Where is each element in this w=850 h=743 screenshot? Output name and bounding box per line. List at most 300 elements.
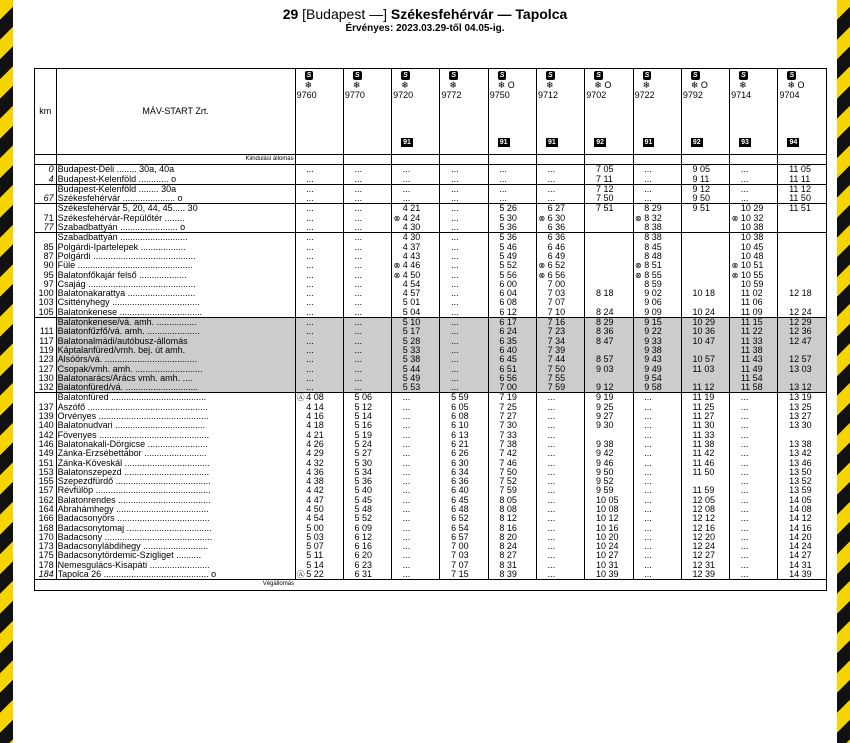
service-symbols: ❄ O bbox=[497, 80, 515, 90]
table-row bbox=[35, 233, 827, 243]
time-cell: ... bbox=[354, 355, 392, 364]
time-cell: 11 12 bbox=[692, 383, 730, 393]
time-cell: ... bbox=[643, 393, 681, 403]
station-name: Budapest-Kelenföld ........ 30a bbox=[56, 184, 295, 194]
marker-cell bbox=[681, 261, 691, 270]
time-cell: 6 56 bbox=[498, 374, 536, 383]
station-name: Székesfehérvár-Repülőtér ........ bbox=[56, 214, 295, 223]
marker-cell bbox=[488, 355, 498, 364]
time-cell: 7 05 bbox=[595, 165, 633, 175]
marker-cell bbox=[488, 505, 498, 514]
time-cell: ... bbox=[643, 524, 681, 533]
time-cell: ... bbox=[740, 505, 778, 514]
time-cell: 10 55 bbox=[740, 271, 778, 280]
marker-cell bbox=[778, 271, 788, 280]
marker-cell bbox=[295, 271, 305, 280]
marker-cell bbox=[488, 393, 498, 403]
time-cell: ... bbox=[402, 486, 440, 495]
time-cell: 9 46 bbox=[595, 459, 633, 468]
marker-cell bbox=[343, 165, 353, 175]
time-cell: ... bbox=[402, 542, 440, 551]
time-cell: 5 07 bbox=[305, 542, 343, 551]
marker-cell bbox=[295, 261, 305, 270]
marker-cell bbox=[440, 486, 450, 495]
time-cell: 6 56 bbox=[547, 271, 585, 280]
marker-cell bbox=[681, 280, 691, 289]
table-row bbox=[35, 570, 827, 580]
table-row bbox=[35, 175, 827, 185]
marker-cell bbox=[585, 403, 595, 412]
marker-cell: ⊗ bbox=[635, 213, 642, 223]
station-name: Badacsonytomaj .................................. bbox=[56, 524, 295, 533]
service-symbols: ❄ bbox=[739, 80, 747, 90]
km-cell: 184 bbox=[35, 570, 57, 580]
time-cell: 7 55 bbox=[547, 374, 585, 383]
time-cell: ... bbox=[305, 280, 343, 289]
marker-cell bbox=[585, 383, 595, 393]
time-cell: ... bbox=[740, 194, 778, 204]
marker-cell bbox=[488, 412, 498, 421]
marker-cell bbox=[730, 505, 740, 514]
station-name: Balatonfüred ...................................... bbox=[56, 393, 295, 403]
time-cell: ... bbox=[547, 551, 585, 560]
time-cell: ... bbox=[643, 542, 681, 551]
time-cell bbox=[788, 431, 826, 440]
marker-cell bbox=[730, 440, 740, 449]
km-cell: 139 bbox=[35, 412, 57, 421]
marker-cell bbox=[778, 194, 788, 204]
marker-cell bbox=[392, 252, 402, 261]
marker-cell bbox=[681, 533, 691, 542]
time-cell: 8 38 bbox=[643, 233, 681, 243]
station-name: Zánka-Köveskál .................................. bbox=[56, 459, 295, 468]
time-cell: ... bbox=[643, 486, 681, 495]
marker-cell bbox=[392, 440, 402, 449]
time-cell bbox=[788, 214, 826, 223]
marker-cell bbox=[778, 514, 788, 523]
marker-cell bbox=[295, 468, 305, 477]
time-cell: 8 05 bbox=[498, 496, 536, 505]
marker-cell bbox=[537, 449, 547, 458]
time-cell: ... bbox=[740, 459, 778, 468]
time-cell: 11 33 bbox=[740, 337, 778, 346]
time-cell bbox=[788, 280, 826, 289]
time-cell: ... bbox=[402, 468, 440, 477]
time-cell: 11 27 bbox=[692, 412, 730, 421]
marker-cell bbox=[537, 327, 547, 336]
terminus-label-row bbox=[35, 580, 827, 590]
train-number: 9722 bbox=[634, 90, 655, 100]
table-row bbox=[35, 383, 827, 393]
time-cell: 12 18 bbox=[788, 289, 826, 298]
time-cell: 12 27 bbox=[692, 551, 730, 560]
marker-cell bbox=[730, 477, 740, 486]
time-cell: 9 50 bbox=[692, 194, 730, 204]
marker-cell bbox=[537, 533, 547, 542]
marker-cell bbox=[488, 214, 498, 223]
time-cell bbox=[692, 280, 730, 289]
station-name: Székesfehérvár 5, 20, 44, 45..... 30 bbox=[56, 204, 295, 214]
marker-cell bbox=[730, 412, 740, 421]
km-cell: 175 bbox=[35, 551, 57, 560]
train-header-row bbox=[35, 69, 827, 155]
time-cell: 5 16 bbox=[354, 421, 392, 430]
marker-cell bbox=[585, 204, 595, 214]
marker-cell bbox=[537, 403, 547, 412]
time-cell: 5 59 bbox=[450, 393, 488, 403]
time-cell: ... bbox=[305, 243, 343, 252]
time-cell: ... bbox=[305, 327, 343, 336]
marker-cell bbox=[343, 403, 353, 412]
footnote-badge: 92 bbox=[692, 139, 701, 146]
time-cell: 9 27 bbox=[595, 412, 633, 421]
time-cell: ... bbox=[450, 337, 488, 346]
marker-cell bbox=[681, 383, 691, 393]
marker-cell bbox=[392, 551, 402, 560]
marker-cell bbox=[440, 383, 450, 393]
station-name: Badacsonyörs ..................................... bbox=[56, 514, 295, 523]
marker-cell bbox=[681, 440, 691, 449]
origin-label: Kiindulási állomás bbox=[56, 155, 295, 165]
marker-cell bbox=[681, 542, 691, 551]
table-row bbox=[35, 449, 827, 458]
station-name: Csajág ........................................... bbox=[56, 280, 295, 289]
time-cell bbox=[595, 346, 633, 355]
marker-cell bbox=[537, 365, 547, 374]
time-cell: ... bbox=[740, 421, 778, 430]
time-cell: 11 30 bbox=[692, 421, 730, 430]
time-cell: 9 22 bbox=[643, 327, 681, 336]
blank-cell bbox=[681, 155, 729, 165]
time-cell: 5 30 bbox=[498, 214, 536, 223]
marker-cell bbox=[681, 496, 691, 505]
marker-cell bbox=[537, 374, 547, 383]
time-cell: 12 57 bbox=[788, 355, 826, 364]
marker-cell bbox=[440, 261, 450, 270]
time-cell: 4 54 bbox=[305, 514, 343, 523]
time-cell: 5 10 bbox=[402, 318, 440, 328]
time-cell: ... bbox=[305, 261, 343, 270]
time-cell: 9 05 bbox=[692, 165, 730, 175]
marker-cell bbox=[778, 243, 788, 252]
marker-cell bbox=[730, 514, 740, 523]
time-cell: 7 07 bbox=[547, 298, 585, 307]
time-cell: 5 49 bbox=[402, 374, 440, 383]
marker-cell bbox=[488, 252, 498, 261]
time-cell: 11 38 bbox=[740, 346, 778, 355]
marker-cell bbox=[730, 533, 740, 542]
marker-cell bbox=[295, 204, 305, 214]
marker-cell bbox=[537, 421, 547, 430]
time-cell: 11 06 bbox=[740, 298, 778, 307]
marker-cell bbox=[537, 561, 547, 570]
time-cell: 8 57 bbox=[595, 355, 633, 364]
marker-cell bbox=[681, 355, 691, 364]
marker-cell bbox=[585, 570, 595, 580]
time-cell bbox=[595, 298, 633, 307]
marker-cell bbox=[537, 505, 547, 514]
marker-cell bbox=[633, 542, 643, 551]
time-cell: 4 36 bbox=[305, 468, 343, 477]
time-cell: ... bbox=[354, 346, 392, 355]
time-cell: 7 59 bbox=[498, 486, 536, 495]
marker-cell bbox=[343, 308, 353, 318]
station-name: Ábrahámhegy ..................................... bbox=[56, 505, 295, 514]
time-cell: 9 06 bbox=[643, 298, 681, 307]
km-cell: 178 bbox=[35, 561, 57, 570]
time-cell: ... bbox=[402, 194, 440, 204]
marker-cell bbox=[633, 184, 643, 194]
time-cell: ... bbox=[402, 570, 440, 580]
marker-cell bbox=[440, 570, 450, 580]
table-row bbox=[35, 194, 827, 204]
marker-cell bbox=[488, 486, 498, 495]
km-cell: 153 bbox=[35, 468, 57, 477]
time-cell: 6 30 bbox=[547, 214, 585, 223]
time-cell: ... bbox=[402, 431, 440, 440]
marker-cell bbox=[343, 383, 353, 393]
time-cell: 4 32 bbox=[305, 459, 343, 468]
time-cell: 13 59 bbox=[788, 486, 826, 495]
km-cell: 119 bbox=[35, 346, 57, 355]
km-cell: 111 bbox=[35, 327, 57, 336]
marker-cell bbox=[585, 233, 595, 243]
km-cell: 170 bbox=[35, 533, 57, 542]
marker-cell bbox=[585, 175, 595, 185]
time-cell: ... bbox=[740, 551, 778, 560]
marker-cell: ⊗ bbox=[393, 261, 401, 271]
time-cell: 5 30 bbox=[354, 459, 392, 468]
time-cell: ... bbox=[740, 468, 778, 477]
time-cell: ... bbox=[305, 298, 343, 307]
time-cell bbox=[595, 261, 633, 270]
marker-cell bbox=[585, 289, 595, 298]
time-cell: 11 58 bbox=[740, 383, 778, 393]
train-column-9714 bbox=[730, 69, 778, 155]
time-cell: 10 32 bbox=[740, 214, 778, 223]
marker-cell bbox=[392, 496, 402, 505]
time-cell: 13 12 bbox=[788, 383, 826, 393]
time-cell bbox=[595, 271, 633, 280]
marker-cell bbox=[585, 214, 595, 223]
time-cell: ... bbox=[740, 403, 778, 412]
table-row bbox=[35, 524, 827, 533]
time-cell: 9 49 bbox=[643, 365, 681, 374]
time-cell: ... bbox=[450, 280, 488, 289]
marker-cell bbox=[633, 421, 643, 430]
train-number: 9760 bbox=[296, 90, 317, 100]
time-cell: 10 29 bbox=[692, 318, 730, 328]
marker-cell bbox=[681, 184, 691, 194]
marker-cell bbox=[633, 403, 643, 412]
marker-cell bbox=[681, 468, 691, 477]
station-name: Balatonarács/Arács vmh. amh. .... bbox=[56, 374, 295, 383]
time-cell: 8 32 bbox=[643, 214, 681, 223]
marker-cell bbox=[440, 223, 450, 233]
marker-cell bbox=[295, 459, 305, 468]
time-cell: 7 12 bbox=[595, 184, 633, 194]
marker-cell bbox=[392, 514, 402, 523]
marker-cell bbox=[440, 165, 450, 175]
time-cell: 13 38 bbox=[788, 440, 826, 449]
time-cell: ... bbox=[354, 243, 392, 252]
marker-cell bbox=[488, 223, 498, 233]
marker-cell bbox=[681, 514, 691, 523]
marker-cell bbox=[633, 412, 643, 421]
marker-cell bbox=[392, 459, 402, 468]
marker-cell bbox=[392, 449, 402, 458]
time-cell: 7 50 bbox=[498, 468, 536, 477]
table-row bbox=[35, 393, 827, 403]
marker-cell bbox=[585, 346, 595, 355]
time-cell: 5 12 bbox=[354, 403, 392, 412]
marker-cell bbox=[440, 252, 450, 261]
marker-cell bbox=[488, 175, 498, 185]
time-cell: 14 16 bbox=[788, 524, 826, 533]
marker-cell bbox=[778, 403, 788, 412]
time-cell: 5 40 bbox=[354, 486, 392, 495]
marker-cell bbox=[488, 449, 498, 458]
marker-cell bbox=[730, 337, 740, 346]
marker-cell bbox=[392, 542, 402, 551]
time-cell: 11 46 bbox=[692, 459, 730, 468]
marker-cell bbox=[392, 318, 402, 328]
km-cell: 77 bbox=[35, 223, 57, 233]
table-row bbox=[35, 261, 827, 270]
time-cell: ... bbox=[305, 233, 343, 243]
marker-cell bbox=[633, 346, 643, 355]
marker-cell bbox=[730, 486, 740, 495]
time-cell: ... bbox=[740, 496, 778, 505]
marker-cell bbox=[633, 551, 643, 560]
marker-cell bbox=[488, 308, 498, 318]
time-cell: ... bbox=[643, 449, 681, 458]
marker-cell bbox=[730, 327, 740, 336]
time-cell: 11 59 bbox=[692, 486, 730, 495]
marker-cell bbox=[585, 243, 595, 252]
marker-cell bbox=[585, 365, 595, 374]
time-cell: 6 35 bbox=[498, 337, 536, 346]
marker-cell bbox=[537, 383, 547, 393]
marker-cell bbox=[488, 403, 498, 412]
time-cell: 12 29 bbox=[788, 318, 826, 328]
marker-cell bbox=[537, 308, 547, 318]
time-cell: 6 36 bbox=[547, 223, 585, 233]
table-row bbox=[35, 440, 827, 449]
marker-cell bbox=[343, 524, 353, 533]
km-cell: 132 bbox=[35, 383, 57, 393]
time-cell bbox=[692, 298, 730, 307]
marker-cell bbox=[778, 505, 788, 514]
marker-cell bbox=[681, 223, 691, 233]
marker-cell bbox=[585, 533, 595, 542]
time-cell: 5 48 bbox=[354, 505, 392, 514]
km-cell: 85 bbox=[35, 243, 57, 252]
time-cell: ... bbox=[643, 412, 681, 421]
time-cell bbox=[595, 374, 633, 383]
marker-cell bbox=[681, 165, 691, 175]
time-cell: 11 02 bbox=[740, 289, 778, 298]
time-cell: 11 25 bbox=[692, 403, 730, 412]
time-cell: 7 19 bbox=[498, 393, 536, 403]
marker-cell bbox=[295, 383, 305, 393]
time-cell: ... bbox=[402, 421, 440, 430]
marker-cell bbox=[537, 486, 547, 495]
marker-cell bbox=[778, 570, 788, 580]
marker-cell bbox=[730, 223, 740, 233]
marker-cell bbox=[295, 514, 305, 523]
marker-cell bbox=[633, 194, 643, 204]
timetable bbox=[34, 68, 827, 591]
time-cell: ... bbox=[643, 561, 681, 570]
time-cell: 9 09 bbox=[643, 308, 681, 318]
time-cell: 6 17 bbox=[498, 318, 536, 328]
time-cell: ... bbox=[547, 561, 585, 570]
time-cell: ... bbox=[450, 243, 488, 252]
time-cell: 4 14 bbox=[305, 403, 343, 412]
station-name: Polgárdi ......................................... bbox=[56, 252, 295, 261]
time-cell: 5 03 bbox=[305, 533, 343, 542]
marker-cell bbox=[295, 486, 305, 495]
marker-cell bbox=[392, 204, 402, 214]
marker-cell bbox=[633, 524, 643, 533]
time-cell: ... bbox=[643, 468, 681, 477]
marker-cell: ⊗ bbox=[393, 270, 401, 280]
time-cell: 6 40 bbox=[450, 486, 488, 495]
marker-cell bbox=[730, 318, 740, 328]
time-cell: ... bbox=[643, 551, 681, 560]
time-cell: 5 52 bbox=[498, 261, 536, 270]
time-cell: 10 24 bbox=[595, 542, 633, 551]
time-cell: ... bbox=[740, 440, 778, 449]
marker-cell bbox=[730, 431, 740, 440]
marker-cell bbox=[681, 365, 691, 374]
table-row bbox=[35, 204, 827, 214]
km-cell: 173 bbox=[35, 542, 57, 551]
time-cell: 14 12 bbox=[788, 514, 826, 523]
time-cell: 8 27 bbox=[498, 551, 536, 560]
station-name: Szabadbattyán ........................... bbox=[56, 233, 295, 243]
marker-cell: ⊗ bbox=[731, 261, 739, 271]
marker-cell bbox=[778, 355, 788, 364]
marker-cell bbox=[343, 252, 353, 261]
time-cell: 7 59 bbox=[547, 383, 585, 393]
station-name: Balatonakali-Dörgicse ........................ bbox=[56, 440, 295, 449]
time-cell: 4 37 bbox=[402, 243, 440, 252]
time-cell: 5 53 bbox=[402, 383, 440, 393]
time-cell bbox=[788, 261, 826, 270]
table-row bbox=[35, 243, 827, 252]
time-cell: 13 27 bbox=[788, 412, 826, 421]
marker-cell bbox=[681, 524, 691, 533]
time-cell: 4 43 bbox=[402, 252, 440, 261]
marker-cell bbox=[633, 355, 643, 364]
train-number: 9720 bbox=[393, 90, 414, 100]
marker-cell bbox=[392, 383, 402, 393]
time-cell: 5 14 bbox=[354, 412, 392, 421]
time-cell: 12 31 bbox=[692, 561, 730, 570]
time-cell: 7 03 bbox=[547, 289, 585, 298]
station-name: Balatonalmádi/autóbusz-állomás bbox=[56, 337, 295, 346]
marker-cell bbox=[585, 477, 595, 486]
time-cell: 11 33 bbox=[692, 431, 730, 440]
time-cell: ... bbox=[498, 165, 536, 175]
marker-cell bbox=[730, 165, 740, 175]
marker-cell bbox=[392, 184, 402, 194]
km-blank bbox=[35, 155, 57, 165]
marker-cell bbox=[778, 204, 788, 214]
time-cell: ... bbox=[740, 486, 778, 495]
